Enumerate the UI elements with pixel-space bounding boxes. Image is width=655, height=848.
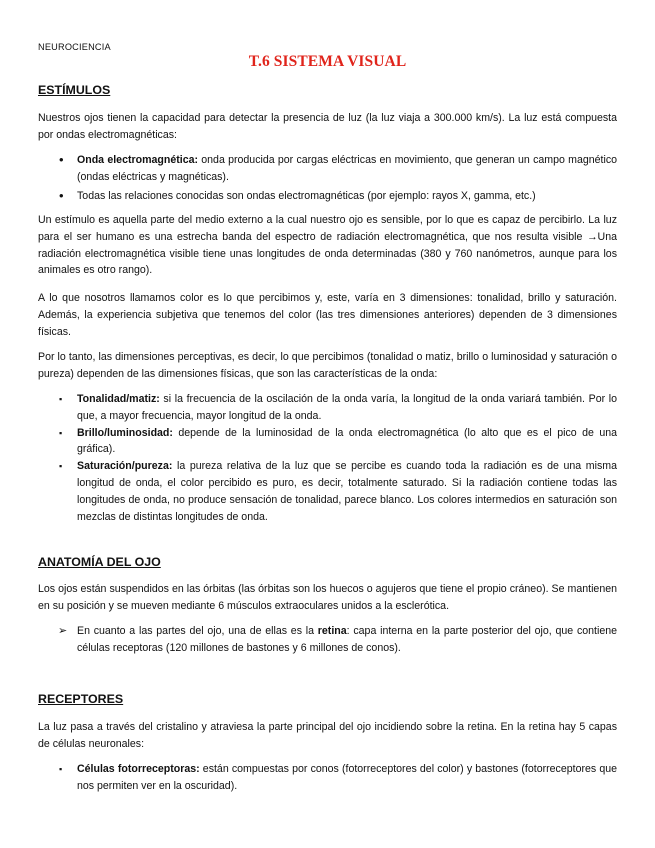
arrow-bullet-icon: ➢ [58, 625, 68, 637]
square-bullet-icon: ▪ [59, 427, 63, 438]
list-item [38, 425, 617, 459]
term: Células fotorreceptoras: [77, 763, 200, 775]
term: Onda electromagnética: [77, 154, 199, 166]
item-text: onda producida por cargas eléctricas en movimiento, que generan un campo magnético (ondas eléctricas y magnéticas). [77, 154, 618, 183]
list-item [38, 623, 617, 657]
bullet-dot-icon: • [59, 152, 64, 167]
term: retina [317, 625, 347, 637]
term: Tonalidad/matiz: [77, 393, 160, 405]
list-item [38, 391, 617, 425]
list-item [38, 761, 617, 795]
square-bullet-icon: ▪ [59, 461, 63, 472]
term: Saturación/pureza: [77, 460, 173, 473]
paragraph-orbitas: Los ojos están suspendidos en las órbitas (las órbitas son los huecos o agujeros que tiene el propio cráneo). Se mantienen en su posición y se mueven mediante 6 músculos extraoculares unidos a la esclerótica. [38, 583, 617, 612]
paragraph-color-dimensions: A lo que nosotros llamamos color es lo que percibimos y, este, varía en 3 dimensiones: tonalidad, brillo y saturación. Además, la experiencia subjetiva que tenemos del color (las tres dimensiones anteriores) dependen de 3 dimensiones físicas. [38, 292, 617, 338]
page-title: T.6 SISTEMA VISUAL [248, 53, 407, 70]
list-item [38, 188, 617, 205]
item-text: depende de la luminosidad de la onda electromagnética (lo alto que es el pico de una gráfica). [77, 426, 617, 456]
bullet-list-estimulos [38, 152, 617, 204]
section-heading-receptores: RECEPTORES [38, 692, 124, 706]
item-text: están compuestas por conos (fotorreceptores del color) y bastones (fotorreceptores que nos permiten ver en la oscuridad). [77, 763, 617, 792]
paragraph-perceptive-dimensions: Por lo tanto, las dimensiones perceptivas, es decir, lo que percibimos (tonalidad o matiz, brillo o luminosidad y saturación o pureza) dependen de las dimensiones físicas, que son las características de la onda: [38, 351, 617, 380]
arrow-list-anatomia [38, 623, 617, 657]
square-bullet-icon: ▪ [59, 394, 63, 404]
section-heading-estimulos: ESTÍMULOS [38, 83, 111, 97]
paragraph-estimulos-intro: Nuestros ojos tienen la capacidad para detectar la presencia de luz (la luz viaja a 300.000 km/s). La luz está compuesta por ondas electromagnéticas: [38, 112, 617, 141]
course-header: NEUROCIENCIA [38, 42, 111, 52]
paragraph-retina-layers: La luz pasa a través del cristalino y atraviesa la parte principal del ojo incidiendo sobre la retina. En la retina hay 5 capas de células neuronales: [38, 721, 617, 750]
bullet-dot-icon: • [59, 187, 64, 203]
section-heading-anatomia: ANATOMÍA DEL OJO [38, 555, 161, 569]
item-text: : capa interna en la parte posterior del ojo, que contiene células receptoras (120 millones de bastones y 6 millones de conos). [77, 625, 618, 654]
item-text: Todas las relaciones conocidas son ondas electromagnéticas (por ejemplo: rayos X, gamma, etc.) [77, 189, 536, 202]
bullet-list-receptores [38, 761, 617, 795]
item-text: la pureza relativa de la luz que se percibe es cuando toda la radiación es de una misma longitud de onda, el color percibido es puro, es decir, totalmente saturado. Si la radiación contiene todas las longitudes de onda, no produce sensación de tonalidad, parece blanco. Los colores intermedios en saturación son mezclas de distintas longitudes de onda. [77, 460, 617, 523]
item-prefix: En cuanto a las partes del ojo, una de ellas es la [77, 625, 318, 637]
item-text: si la frecuencia de la oscilación de la onda varía, la longitud de la onda variará también. Por lo que, a mayor frecuencia, mayor longitud de la onda. [77, 393, 617, 422]
list-item [38, 458, 617, 525]
square-bullet-icon: ▪ [59, 764, 63, 774]
paragraph-estimulo-definition: Un estímulo es aquella parte del medio externo a la cual nuestro ojo es sensible, por lo que es capaz de percibirlo. La luz para el ser humano es una estrecha banda del espectro de radiación electromagnética, que nos resulta visible →Una radiación electromagnética visible tiene unas longitudes de onda determinadas (380 y 760 nanómetros, aunque para los animales es otro rango). [38, 214, 617, 277]
list-item [38, 152, 617, 186]
bullet-list-dimensions [38, 391, 617, 525]
term: Brillo/luminosidad: [77, 426, 173, 439]
